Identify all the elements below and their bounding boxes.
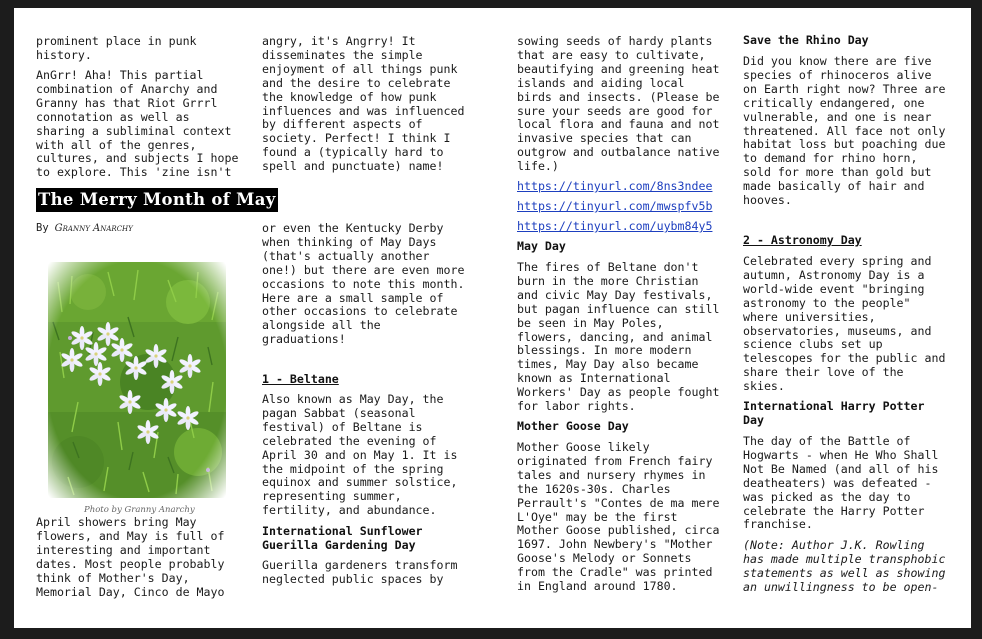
mother-goose-body: Mother Goose likely originated from French fairy tales and nursery rhymes in the 1620s-30s. Charles Perrault's "Contes de ma mere L'Oye" may be the first Mother Goose published, circa 1697. John Newbery's "Mother Goose's Melody or Sonnets from the Cradle" was printed in England around 1780. (517, 440, 720, 594)
link-2[interactable]: https://tinyurl.com/mwspfv5b (517, 199, 713, 213)
link-3[interactable]: https://tinyurl.com/uybm84y5 (517, 219, 713, 233)
flower-photo (48, 262, 226, 498)
byline (36, 222, 133, 234)
rowling-note: (Note: Author J.K. Rowling has made multiple transphobic statements as well as showing an unwillingness to be open- (743, 538, 946, 594)
col1-name-paragraph: AnGrr! Aha! This partial combination of Anarchy and Granny has that Riot Grrrl connotation as well as sharing a subliminal context with all of the genres, cultures, and subjects I hope to explore. This 'zine isn't (36, 68, 239, 180)
astronomy-heading: 2 - Astronomy Day (743, 233, 862, 247)
beltane-body: Also known as May Day, the pagan Sabbat (seasonal festival) of Beltane is celebrated the evening of April 30 and on May 1. It is the midpoint of the spring equinox and summer solstice, representing summer, fertility, and abundance. (262, 392, 458, 518)
link-1[interactable]: https://tinyurl.com/8ns3ndee (517, 179, 713, 193)
article-title: The Merry Month of May (36, 188, 278, 212)
mayday-heading: May Day (517, 239, 566, 253)
col1-after-photo-text: April showers bring May flowers, and May is full of interesting and important dates. Most people probably think of Mother's Day, Memorial Day, Cinco de Mayo (36, 515, 225, 599)
harry-potter-heading: International Harry Potter Day (743, 399, 925, 427)
col3-top-text: sowing seeds of hardy plants that are easy to cultivate, beautifying and greening heat islands and aiding local birds and insects. (Please be sure your seeds are good for local flora and fauna and not invasive species that can outgrow and outbalance native life.) (517, 34, 720, 174)
sunflower-body: Guerilla gardeners transform neglected public spaces by (262, 558, 458, 586)
byline-prefix: By (36, 222, 49, 234)
mayday-body: The fires of Beltane don't burn in the more Christian and civic May Day festivals, but pagan influence can still be seen in May Poles, flowers, dancing, and animal blessings. In more modern times, May Day also became known as International Workers' Day as people fought for labor rights. (517, 260, 720, 414)
byline-author: Granny Anarchy (54, 223, 133, 234)
col2-top-text: angry, it's Angrry! It disseminates the simple enjoyment of all things punk and the desire to celebrate the knowledge of how punk influences and was influenced by different aspects of society. Perfect! I think I found a (typically hard to spell and punctuate) name! (262, 34, 465, 174)
col1-intro-text: prominent place in punk history. (36, 34, 197, 62)
beltane-heading: 1 - Beltane (262, 372, 339, 386)
harry-potter-body: The day of the Battle of Hogwarts - when He Who Shall Not Be Named (and all of his deatheaters) was defeated - was picked as the day to celebrate the Harry Potter franchise. (743, 434, 939, 532)
astronomy-body: Celebrated every spring and autumn, Astronomy Day is a world-wide event "bringing astronomy to the people" where universities, observatories, museums, and science clubs set up telescopes for the public and share their love of the skies. (743, 254, 946, 394)
sunflower-heading: International Sunflower Guerilla Gardening Day (262, 524, 423, 552)
document-page (14, 8, 971, 628)
rhino-body: Did you know there are five species of rhinoceros alive on Earth right now? Three are critically endangered, one vulnerable, and one is near threatened. All face not only habitat loss but poaching due to demand for rhino horn, sold for more than gold but made basically of hair and hooves. (743, 54, 946, 208)
col2-mid-text: or even the Kentucky Derby when thinking of May Days (that's actually another one!) but there are even more occasions to note this month. Here are a small sample of other occasions to celebrate alongside all the graduations! (262, 221, 465, 347)
mother-goose-heading: Mother Goose Day (517, 419, 629, 433)
photo-caption: Photo by Granny Anarchy (84, 505, 195, 515)
rhino-heading: Save the Rhino Day (743, 33, 869, 47)
